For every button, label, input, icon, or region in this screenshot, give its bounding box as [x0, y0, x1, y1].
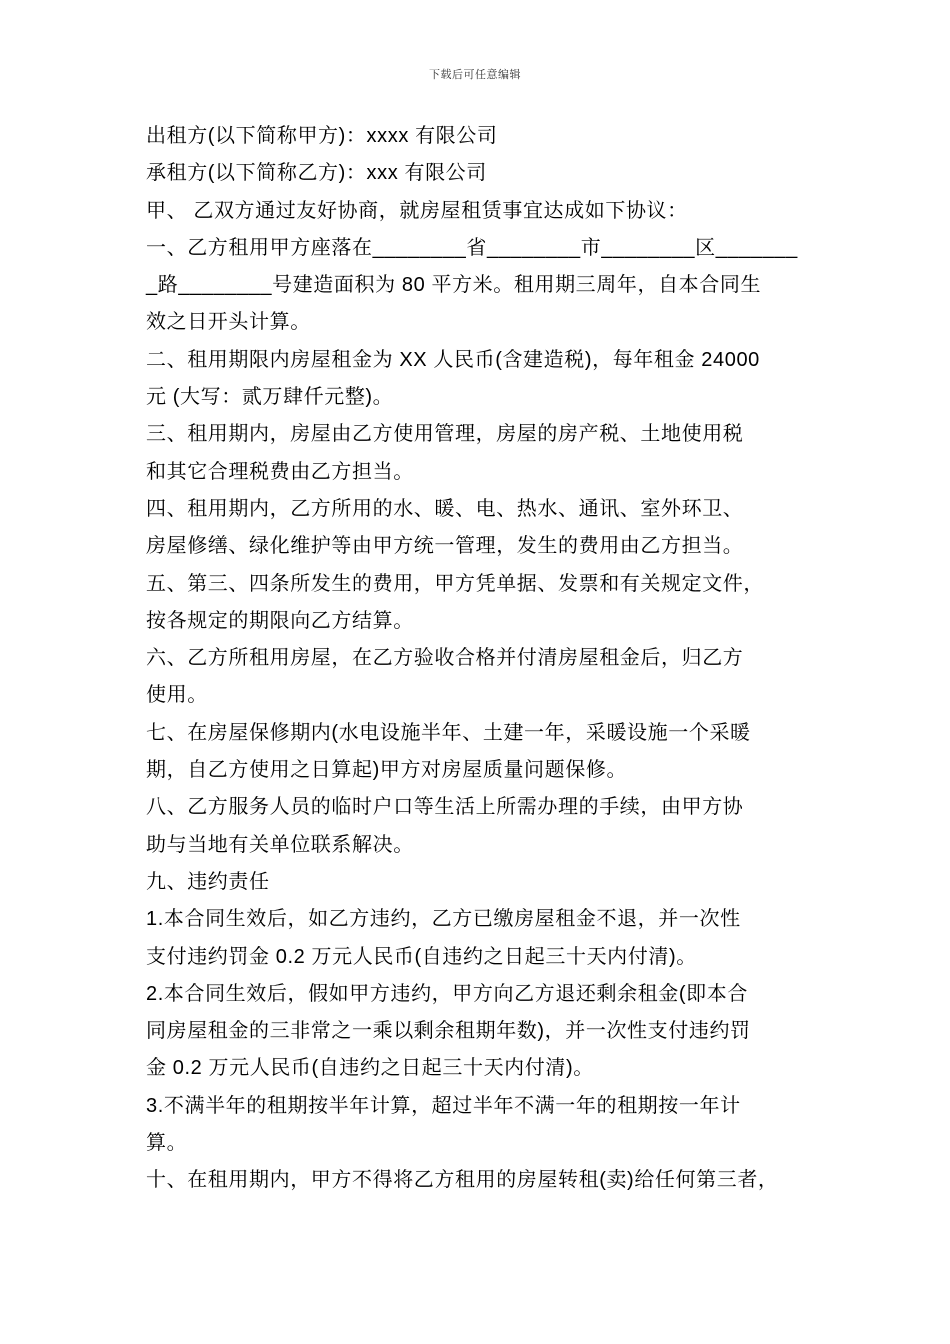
- text-line-clause-1: 一、乙方租用甲方座落在________省________市________区_______: [146, 236, 798, 259]
- text-line-clause-9-2-cont: 金 0.2 万元人民币(自违约之日起三十天内付清)。: [146, 1057, 594, 1080]
- text-line-lessee: 承租方(以下简称乙方)：xxx 有限公司: [146, 162, 487, 185]
- document-body: [146, 118, 816, 1200]
- text-line-preamble: 甲、 乙双方通过友好协商，就房屋租赁事宜达成如下协议：: [146, 199, 688, 222]
- text-line-clause-2: 二、租用期限内房屋租金为 XX 人民币(含建造税)，每年租金 24000: [146, 348, 760, 371]
- text-line-clause-7-cont: 期，自乙方使用之日算起)甲方对房屋质量问题保修。: [146, 759, 628, 782]
- text-line-clause-9-1-cont: 支付违约罚金 0.2 万元人民币(自违约之日起三十天内付清)。: [146, 945, 697, 968]
- text-line-clause-4: 四、租用期内，乙方所用的水、暖、电、热水、通讯、室外环卫、: [146, 497, 744, 520]
- text-line-lessor: 出租方(以下简称甲方)：xxxx 有限公司: [146, 125, 498, 147]
- text-line-clause-6: 六、乙方所租用房屋，在乙方验收合格并付清房屋租金后，归乙方: [146, 647, 744, 670]
- header-note: 下载后可任意编辑: [429, 68, 521, 81]
- text-line-clause-6-cont: 使用。: [146, 684, 208, 707]
- text-line-clause-4-cont: 房屋修缮、绿化维护等由甲方统一管理，发生的费用由乙方担当。: [146, 535, 744, 558]
- text-line-clause-9-2-cont: 同房屋租金的三非常之一乘以剩余租期年数)，并一次性支付违约罚: [146, 1020, 751, 1043]
- text-line-clause-9-2: 2.本合同生效后，假如甲方违约，甲方向乙方退还剩余租金(即本合: [146, 982, 748, 1005]
- text-line-clause-7: 七、在房屋保修期内(水电设施半年、土建一年，采暖设施一个采暖: [146, 721, 751, 744]
- text-line-clause-9-1: 1.本合同生效后，如乙方违约，乙方已缴房屋租金不退，并一次性: [146, 908, 741, 931]
- text-line-clause-9-3: 3.不满半年的租期按半年计算，超过半年不满一年的租期按一年计: [146, 1094, 741, 1117]
- text-line-clause-3: 三、租用期内，房屋由乙方使用管理，房屋的房产税、土地使用税: [146, 423, 744, 446]
- text-line-clause-5: 五、第三、四条所发生的费用，甲方凭单据、发票和有关规定文件，: [146, 572, 764, 595]
- text-line-clause-3-cont: 和其它合理税费由乙方担当。: [146, 460, 414, 483]
- text-line-clause-2-cont: 元 (大写：贰万肆仟元整)。: [146, 386, 394, 409]
- text-line-clause-1-cont: 效之日开头计算。: [146, 311, 311, 334]
- text-line-clause-8: 八、乙方服务人员的临时户口等生活上所需办理的手续，由甲方协: [146, 796, 744, 819]
- text-line-clause-1-cont: _路________号建造面积为 80 平方米。租用期三周年，自本合同生: [146, 274, 762, 297]
- text-line-clause-8-cont: 助与当地有关单位联系解决。: [146, 833, 414, 856]
- text-line-clause-9-heading: 九、违约责任: [146, 870, 270, 893]
- text-line-clause-5-cont: 按各规定的期限向乙方结算。: [146, 609, 414, 632]
- text-line-clause-10: 十、在租用期内，甲方不得将乙方租用的房屋转租(卖)给任何第三者，: [146, 1169, 779, 1192]
- text-line-clause-9-3-cont: 算。: [146, 1132, 188, 1155]
